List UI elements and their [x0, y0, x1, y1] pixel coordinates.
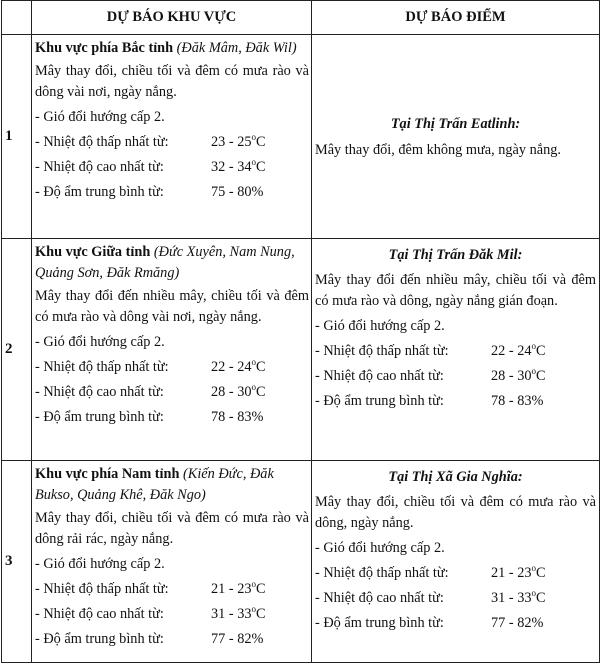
row-number: 2: [2, 239, 32, 461]
point-title: Tại Thị Trấn Đăk Mil:: [388, 247, 523, 263]
humidity-value: 77 - 82%: [491, 614, 544, 631]
region-name: Khu vực phía Bắc tỉnh: [35, 40, 174, 56]
max-temp-line: [35, 602, 309, 627]
header-number-cell: [2, 1, 32, 35]
forecast-table: [1, 0, 600, 663]
wind-text: - Gió đổi hướng cấp 2.: [315, 540, 445, 556]
min-temp-label: - Nhiệt độ thấp nhất từ:: [35, 358, 169, 375]
min-temp-value: 22 - 24$^o$C: [491, 340, 546, 359]
header-point: DỰ BÁO ĐIỂM: [312, 1, 600, 35]
min-temp-line: [315, 561, 596, 586]
region-title: [35, 38, 309, 59]
region-title: [35, 242, 309, 284]
point-forecast-cell: [312, 461, 600, 663]
region-description: Mây thay đổi, chiều tối và đêm có mưa rào và dông vài nơi, ngày nắng.: [35, 63, 309, 100]
max-temp-line: [315, 364, 596, 389]
min-temp-line: [35, 355, 309, 380]
min-temp-line: [35, 577, 309, 602]
min-temp-line: [35, 130, 309, 155]
max-temp-label: - Nhiệt độ cao nhất từ:: [315, 589, 444, 606]
min-temp-line: [315, 339, 596, 364]
wind-text: - Gió đổi hướng cấp 2.: [315, 318, 445, 334]
forecast-row-3: [2, 461, 600, 663]
max-temp-label: - Nhiệt độ cao nhất từ:: [35, 158, 164, 175]
min-temp-label: - Nhiệt độ thấp nhất từ:: [315, 342, 449, 359]
header-row: [2, 1, 600, 35]
humidity-line: [315, 611, 596, 636]
min-temp-label: - Nhiệt độ thấp nhất từ:: [315, 564, 449, 581]
max-temp-value: 31 - 33$^o$C: [211, 603, 266, 622]
region-title: [35, 464, 309, 506]
humidity-label: - Độ ẩm trung bình từ:: [35, 408, 164, 425]
humidity-line: [35, 180, 309, 205]
region-places: (Đăk Mâm, Đăk Wil): [176, 40, 297, 56]
max-temp-value: 31 - 33$^o$C: [491, 587, 546, 606]
region-forecast-cell: [32, 461, 312, 663]
humidity-line: [35, 405, 309, 430]
point-forecast-cell: [312, 35, 600, 239]
region-name: Khu vực phía Nam tỉnh: [35, 466, 180, 482]
humidity-value: 78 - 83%: [211, 408, 264, 425]
point-description: Mây thay đổi, chiều tối và đêm có mưa rào và dông, ngày nắng.: [315, 494, 596, 531]
min-temp-value: 21 - 23$^o$C: [211, 578, 266, 597]
max-temp-label: - Nhiệt độ cao nhất từ:: [35, 605, 164, 622]
point-title: Tại Thị Trấn Eatlinh:: [390, 115, 521, 132]
region-forecast-cell: [32, 35, 312, 239]
point-description: Mây thay đổi, đêm không mưa, ngày nắng.: [315, 141, 561, 158]
row-number: 3: [2, 461, 32, 663]
row-number: 1: [2, 35, 32, 239]
forecast-row-1: [2, 35, 600, 239]
max-temp-line: [315, 586, 596, 611]
min-temp-value: 23 - 25$^o$C: [211, 131, 266, 150]
max-temp-value: 28 - 30$^o$C: [211, 381, 266, 400]
header-region: DỰ BÁO KHU VỰC: [32, 1, 312, 35]
humidity-line: [35, 627, 309, 652]
humidity-value: 75 - 80%: [211, 183, 264, 200]
max-temp-line: [35, 155, 309, 180]
region-places: (Kiến Đức, Đăk Bukso, Quảng Khê, Đăk Ngo): [35, 466, 274, 503]
point-title: Tại Thị Xã Gia Nghĩa:: [388, 469, 523, 485]
max-temp-value: 32 - 34$^o$C: [211, 156, 266, 175]
region-description: Mây thay đổi, chiều tối và đêm có mưa rào và dông rải rác, ngày nắng.: [35, 510, 309, 547]
wind-text: - Gió đổi hướng cấp 2.: [35, 334, 165, 350]
wind-text: - Gió đổi hướng cấp 2.: [35, 109, 165, 125]
point-forecast-cell: [312, 239, 600, 461]
region-places: (Đức Xuyên, Nam Nung, Quảng Sơn, Đăk Rmăng): [35, 244, 295, 281]
max-temp-label: - Nhiệt độ cao nhất từ:: [315, 367, 444, 384]
humidity-label: - Độ ẩm trung bình từ:: [35, 183, 164, 200]
region-description: Mây thay đổi đến nhiều mây, chiều tối và đêm có mưa rào và dông vài nơi, ngày nắng.: [35, 288, 309, 325]
max-temp-line: [35, 380, 309, 405]
humidity-label: - Độ ẩm trung bình từ:: [315, 392, 444, 409]
region-forecast-cell: [32, 239, 312, 461]
region-name: Khu vực Giữa tỉnh: [35, 244, 151, 260]
min-temp-value: 21 - 23$^o$C: [491, 562, 546, 581]
humidity-label: - Độ ẩm trung bình từ:: [35, 630, 164, 647]
max-temp-value: 28 - 30$^o$C: [491, 365, 546, 384]
forecast-row-2: [2, 239, 600, 461]
humidity-line: [315, 389, 596, 414]
min-temp-value: 22 - 24$^o$C: [211, 356, 266, 375]
humidity-value: 77 - 82%: [211, 630, 264, 647]
min-temp-label: - Nhiệt độ thấp nhất từ:: [35, 580, 169, 597]
wind-text: - Gió đổi hướng cấp 2.: [35, 556, 165, 572]
min-temp-label: - Nhiệt độ thấp nhất từ:: [35, 133, 169, 150]
humidity-value: 78 - 83%: [491, 392, 544, 409]
point-description: Mây thay đổi đến nhiều mây, chiều tối và đêm có mưa rào và dông, ngày nắng gián đoạn.: [315, 272, 596, 309]
max-temp-label: - Nhiệt độ cao nhất từ:: [35, 383, 164, 400]
humidity-label: - Độ ẩm trung bình từ:: [315, 614, 444, 631]
